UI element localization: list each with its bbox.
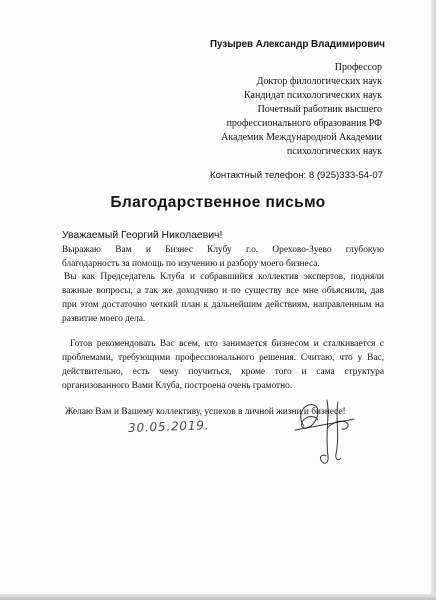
paragraph-line: благодарность за помощь по изучению и разбору моего бизнеса. bbox=[62, 259, 320, 269]
scan-edge-right bbox=[431, 0, 436, 600]
handwritten-date: 30.05.2019. bbox=[127, 418, 210, 435]
closing-line: Желаю Вам и Вашему коллективу, успехов в личной жизни и бизнесе! bbox=[65, 407, 346, 417]
paragraph-line: действительно, есть чему поучиться, кроме того и сама структура bbox=[62, 367, 384, 377]
paragraph-line: развитие моего дела. bbox=[62, 314, 146, 324]
paragraph-line: проблемами, требующими профессионального решения. Считаю, что у Вас, bbox=[62, 353, 384, 363]
author-title-line: Кандидат психологических наук bbox=[244, 90, 382, 101]
paragraph-line: Вы как Председатель Клуба и собравшийся коллектив экспертов, подняли bbox=[64, 272, 384, 282]
body-paragraph bbox=[62, 270, 384, 326]
paragraph-line: при этом достаточно четкий план к дальнейшим действиям, направленным на bbox=[62, 300, 384, 310]
signature-loop-stroke bbox=[301, 405, 318, 429]
author-title-line: Почетный работник высшего bbox=[257, 104, 382, 115]
paragraph-line: организованного Вами Клуба, построена очень грамотно. bbox=[62, 381, 293, 391]
signature-vertical-stroke bbox=[320, 400, 328, 463]
author-title-line: Академик Международной Академии bbox=[221, 132, 382, 143]
author-name: Пузырев Александр Владимирович bbox=[210, 39, 385, 50]
greeting: Уважаемый Георгий Николаевич! bbox=[62, 230, 223, 241]
author-title-line: Профессор bbox=[334, 62, 382, 73]
scan-edge-bottom bbox=[0, 594, 436, 600]
signature bbox=[292, 396, 362, 468]
author-title-line: профессионального образования РФ bbox=[226, 118, 382, 129]
author-title-line: Доктор филологических наук bbox=[256, 76, 382, 87]
body-paragraph bbox=[62, 243, 384, 271]
paragraph-line: важные вопросы, а так же доходчиво и по существу все мне объяснили, дав bbox=[62, 286, 384, 296]
signature-vertical-stroke bbox=[336, 402, 341, 460]
paragraph-line: Готов рекомендовать Вас всем, кто занимается бизнесом и сталкивается с bbox=[70, 339, 384, 349]
author-title-line: психологических наук bbox=[286, 146, 382, 157]
author-titles bbox=[221, 61, 382, 159]
paragraph-line: Выражаю Вам и Бизнес Клубу г.о. Орехово-Зуево глубокую bbox=[62, 245, 384, 255]
body-paragraph bbox=[62, 337, 384, 393]
letter-title: Благодарственное письмо bbox=[110, 194, 326, 211]
contact-phone: Контактный телефон: 8 (925)333-54-07 bbox=[210, 170, 383, 181]
signature-cross-stroke bbox=[295, 419, 354, 430]
